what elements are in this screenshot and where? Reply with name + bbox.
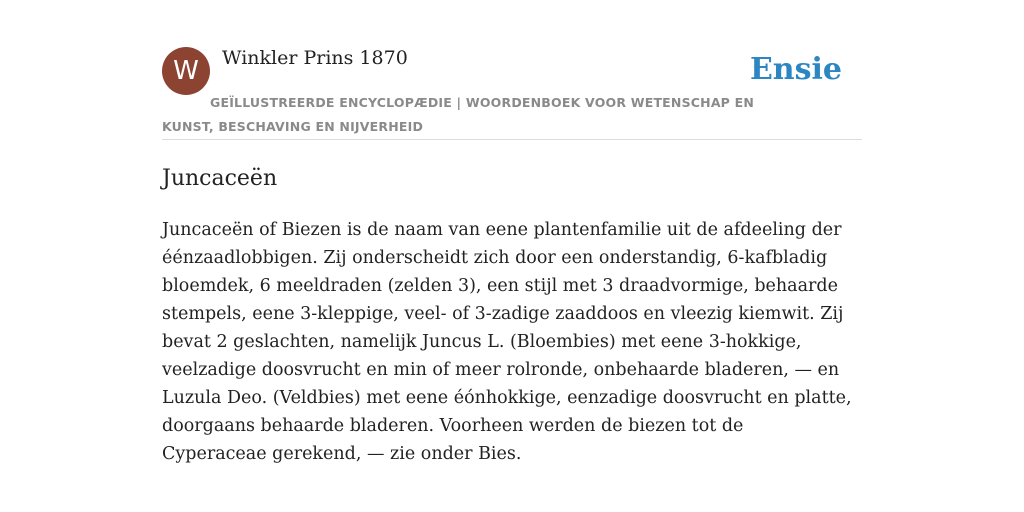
divider	[162, 139, 862, 140]
entry-body: Juncaceën of Biezen is de naam van eene plantenfamilie uit de afdeeling der éénzaadlobbigen. Zij onderscheidt zich door een onderstandig, 6-kafbladig bloemdek, 6 meeldraden (zelden 3), een stijl met 3 draadvormige, behaarde stempels, eene 3-kleppige, veel- of 3-zadige zaaddoos en vleezig kiemwit. Zij bevat 2 geslachten, namelijk Juncus L. (Bloembies) met eene 3-hokkige, veelzadige doosvrucht en min of meer rolronde, onbehaarde bladeren, — en Luzula Deo. (Veldbies) met eene éónhokkige, eenzadige doosvrucht en platte, doorgaans behaarde bladeren. Voorheen werden de biezen tot de Cyperaceae gerekend, — zie onder Bies.	[162, 220, 852, 464]
entry-title: Juncaceën	[162, 166, 278, 191]
header	[162, 46, 862, 140]
source-title[interactable]: Winkler Prins 1870	[222, 47, 408, 69]
source-subtitle: GEÏLLUSTREERDE ENCYCLOPÆDIE | WOORDENBOEK VOOR WETENSCHAP EN KUNST, BESCHAVING EN NIJVERHEID	[162, 95, 755, 134]
brand-logo[interactable]: Ensie	[749, 52, 842, 87]
avatar[interactable]: W	[162, 47, 210, 95]
